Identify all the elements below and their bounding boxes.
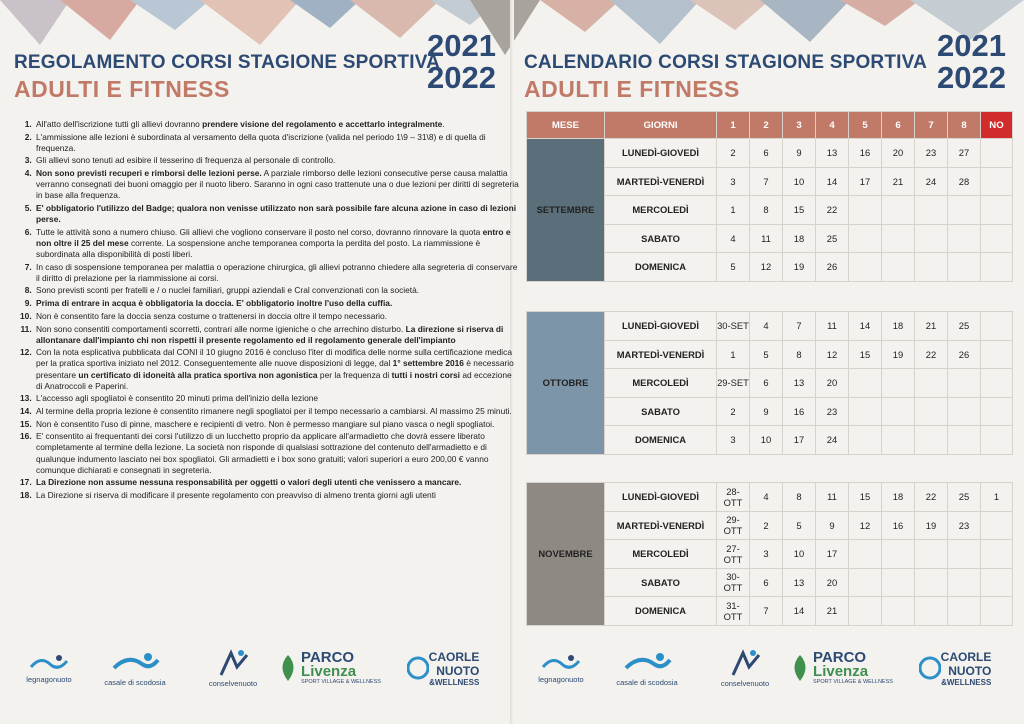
date-cell: 8 — [750, 196, 783, 225]
day-label: DOMENICA — [605, 426, 717, 455]
date-cell: 4 — [750, 483, 783, 512]
date-cell — [882, 540, 915, 569]
day-label: MERCOLEDÌ — [605, 196, 717, 225]
date-cell — [948, 597, 981, 626]
date-cell: 20 — [882, 139, 915, 168]
day-label: MARTEDÌ-VENERDÌ — [605, 167, 717, 196]
date-cell: 12 — [849, 511, 882, 540]
date-cell: 7 — [750, 167, 783, 196]
date-cell: 29-SET — [717, 369, 750, 398]
rule-item: 4. Non sono previsti recuperi e rimborsi delle lezioni perse. A parziale rimborso delle lezioni consecutive perse causa malattia verranno consegnati dei buoni omaggio per il nuoto libero. Saranno in ogni caso trattenute una o due lezioni per diritti di segreteria in base alla frequenza. — [34, 168, 520, 201]
date-cell — [915, 540, 948, 569]
date-cell: 19 — [915, 511, 948, 540]
date-cell: 25 — [948, 312, 981, 341]
date-cell — [915, 224, 948, 253]
calendar-row — [527, 483, 1013, 512]
date-cell: 17 — [816, 540, 849, 569]
date-cell: 14 — [816, 167, 849, 196]
calendar-table-novembre — [526, 482, 1013, 626]
calendar-title: CALENDARIO CORSI STAGIONE SPORTIVA — [524, 52, 928, 73]
date-cell: 1 — [717, 196, 750, 225]
conselvenuoto-logo: conselvenuoto — [198, 640, 268, 696]
date-cell: 11 — [750, 224, 783, 253]
rule-item: 1. All'atto dell'iscrizione tutti gli allievi dovranno prendere visione del regolamento e accettarlo integralmente. — [34, 119, 520, 130]
date-cell: 18 — [783, 224, 816, 253]
sponsor-logos-right — [512, 640, 1000, 700]
date-cell: 12 — [816, 340, 849, 369]
rule-item: 17. La Direzione non assume nessuna responsabilità per oggetti o valori degli utenti che venissero a mancare. — [34, 477, 520, 488]
rule-item: 14. Al termine della propria lezione è consentito rimanere negli spogliatoi per il tempo necessario a cambiarsi. Al massimo 25 minuti. — [34, 406, 520, 417]
rules-title: REGOLAMENTO CORSI STAGIONE SPORTIVA — [14, 52, 441, 73]
date-cell — [882, 196, 915, 225]
conselvenuoto-logo: conselvenuoto — [710, 640, 780, 696]
date-cell: 20 — [816, 568, 849, 597]
date-cell — [948, 540, 981, 569]
date-cell: 22 — [816, 196, 849, 225]
date-cell — [981, 224, 1013, 253]
header-cell: GIORNI — [605, 112, 717, 139]
date-cell — [981, 597, 1013, 626]
date-cell: 5 — [717, 253, 750, 282]
date-cell — [915, 397, 948, 426]
date-cell: 5 — [750, 340, 783, 369]
date-cell: 10 — [783, 540, 816, 569]
rule-item: 11. Non sono consentiti comportamenti scorretti, contrari alle norme igieniche o che arrechino disturbo. La direzione si riserva di allontanare dall'impianto chi non rispetti il presente regolamento ed il regolamento generale dell'impianto — [34, 324, 520, 346]
header-cell: 1 — [717, 112, 750, 139]
date-cell: 10 — [750, 426, 783, 455]
date-cell: 23 — [915, 139, 948, 168]
date-cell — [849, 540, 882, 569]
rules-year: 2021 2022 — [427, 28, 496, 95]
header-cell: 4 — [816, 112, 849, 139]
date-cell: 14 — [783, 597, 816, 626]
day-label: DOMENICA — [605, 253, 717, 282]
date-cell — [948, 426, 981, 455]
date-cell — [948, 397, 981, 426]
header-cell: 3 — [783, 112, 816, 139]
rule-item: 15. Non è consentito l'uso di pinne, maschere e recipienti di vetro. Non è permesso mangiare sul piano vasca o negli spogliatoi. — [34, 419, 520, 430]
header-cell: NO — [981, 112, 1013, 139]
header-cell: 6 — [882, 112, 915, 139]
date-cell: 25 — [948, 483, 981, 512]
date-cell — [981, 167, 1013, 196]
date-cell: 2 — [717, 139, 750, 168]
rule-item: 16. E' consentito ai frequentanti dei corsi l'utilizzo di un lucchetto proprio da applicare all'armadietto che dovrà essere liberato completamente al termine della lezione. La società non risponde di qualsiasi sottrazione del contenuto dell'armadietto e di qualunque indumento lasciato nei box spogliatoi. Gli armadietti e i box sono gratuiti; valori superiori a euro 200,00 € vanno comunque dichiarati e consegnati in segreteria. — [34, 431, 520, 475]
date-cell: 5 — [783, 511, 816, 540]
rules-list — [14, 119, 520, 503]
date-cell — [981, 568, 1013, 597]
day-label: LUNEDÌ-GIOVEDÌ — [605, 312, 717, 341]
date-cell: 6 — [750, 139, 783, 168]
date-cell: 30-SET — [717, 312, 750, 341]
date-cell: 23 — [816, 397, 849, 426]
date-cell: 17 — [849, 167, 882, 196]
date-cell — [849, 568, 882, 597]
sponsor-logos-left — [0, 640, 488, 700]
rules-subtitle: ADULTI E FITNESS — [14, 76, 230, 102]
day-label: MERCOLEDÌ — [605, 369, 717, 398]
header-cell: 5 — [849, 112, 882, 139]
date-cell — [981, 196, 1013, 225]
legnagonuoto-logo: legnagonuoto — [526, 640, 596, 696]
header-cell: MESE — [527, 112, 605, 139]
date-cell — [915, 369, 948, 398]
date-cell — [981, 139, 1013, 168]
date-cell: 16 — [783, 397, 816, 426]
date-cell — [981, 312, 1013, 341]
date-cell — [882, 397, 915, 426]
date-cell: 25 — [816, 224, 849, 253]
date-cell: 14 — [849, 312, 882, 341]
rules-page — [14, 0, 519, 724]
date-cell: 3 — [717, 167, 750, 196]
date-cell: 9 — [783, 139, 816, 168]
date-cell: 12 — [750, 253, 783, 282]
date-cell — [882, 597, 915, 626]
date-cell — [849, 196, 882, 225]
date-cell: 13 — [783, 369, 816, 398]
date-cell: 9 — [750, 397, 783, 426]
rule-item: 18. La Direzione si riserva di modificare il presente regolamento con preavviso di almeno trenta giorni agli utenti — [34, 490, 520, 501]
calendar-page — [524, 0, 1012, 724]
date-cell: 3 — [750, 540, 783, 569]
day-label: MARTEDÌ-VENERDÌ — [605, 511, 717, 540]
calendar-table-ottobre — [526, 311, 1013, 455]
day-label: MERCOLEDÌ — [605, 540, 717, 569]
rule-item: 9. Prima di entrare in acqua è obbligatoria la doccia. E' obbligatorio inoltre l'uso della cuffia. — [34, 298, 520, 309]
date-cell — [981, 540, 1013, 569]
header-cell: 7 — [915, 112, 948, 139]
rule-item: 10. Non è consentito fare la doccia senza costume o trattenersi in doccia oltre il tempo necessario. — [34, 311, 520, 322]
date-cell: 31-OTT — [717, 597, 750, 626]
day-label: SABATO — [605, 397, 717, 426]
date-cell — [915, 196, 948, 225]
calendar-row — [527, 312, 1013, 341]
date-cell: 24 — [816, 426, 849, 455]
date-cell: 11 — [816, 312, 849, 341]
date-cell — [882, 224, 915, 253]
date-cell — [948, 224, 981, 253]
day-label: SABATO — [605, 224, 717, 253]
rule-item: 7. In caso di sospensione temporanea per malattia o operazione chirurgica, gli allievi potranno chiedere alla segreteria di conservare il diritto di prelazione per la riammissione ai corsi. — [34, 262, 520, 284]
date-cell: 28 — [948, 167, 981, 196]
date-cell: 22 — [915, 483, 948, 512]
date-cell — [915, 253, 948, 282]
date-cell — [882, 369, 915, 398]
date-cell: 7 — [750, 597, 783, 626]
date-cell — [849, 397, 882, 426]
date-cell: 4 — [750, 312, 783, 341]
date-cell — [948, 568, 981, 597]
date-cell: 30-OTT — [717, 568, 750, 597]
date-cell: 26 — [948, 340, 981, 369]
date-cell: 18 — [882, 312, 915, 341]
date-cell: 20 — [816, 369, 849, 398]
date-cell: 8 — [783, 340, 816, 369]
date-cell: 21 — [882, 167, 915, 196]
date-cell: 27-OTT — [717, 540, 750, 569]
day-label: MARTEDÌ-VENERDÌ — [605, 340, 717, 369]
date-cell — [849, 369, 882, 398]
day-label: SABATO — [605, 568, 717, 597]
caorle-logo: CAORLE NUOTO &WELLNESS — [400, 640, 486, 696]
date-cell: 8 — [783, 483, 816, 512]
legnagonuoto-logo: legnagonuoto — [14, 640, 84, 696]
date-cell: 23 — [948, 511, 981, 540]
day-label: LUNEDÌ-GIOVEDÌ — [605, 139, 717, 168]
date-cell: 13 — [816, 139, 849, 168]
date-cell — [849, 597, 882, 626]
day-label: LUNEDÌ-GIOVEDÌ — [605, 483, 717, 512]
date-cell: 24 — [915, 167, 948, 196]
date-cell: 21 — [915, 312, 948, 341]
casale-logo: casale di scodosia — [92, 640, 178, 696]
date-cell — [915, 568, 948, 597]
date-cell — [981, 426, 1013, 455]
date-cell: 7 — [783, 312, 816, 341]
date-cell: 16 — [849, 139, 882, 168]
date-cell — [849, 253, 882, 282]
date-cell: 21 — [816, 597, 849, 626]
date-cell: 26 — [816, 253, 849, 282]
month-label: OTTOBRE — [527, 312, 605, 455]
date-cell: 6 — [750, 568, 783, 597]
date-cell: 28-OTT — [717, 483, 750, 512]
date-cell: 19 — [783, 253, 816, 282]
calendar-table-settembre — [526, 111, 1013, 282]
date-cell: 29-OTT — [717, 511, 750, 540]
rule-item: 5. E' obbligatorio l'utilizzo del Badge; qualora non venisse utilizzato non sarà possibile fare alcuna azione in caso di lezioni perse. — [34, 203, 520, 225]
header-cell: 8 — [948, 112, 981, 139]
rule-item: 2. L'ammissione alle lezioni è subordinata al versamento della quota d'iscrizione (valida nel periodo 1\9 – 31\8) e di quella di frequenza. — [34, 132, 520, 154]
date-cell: 2 — [750, 511, 783, 540]
date-cell: 15 — [849, 340, 882, 369]
caorle-logo: CAORLE NUOTO &WELLNESS — [912, 640, 998, 696]
date-cell — [915, 426, 948, 455]
month-label: NOVEMBRE — [527, 483, 605, 626]
parco-livenza-logo: PARCO Livenza SPORT VILLAGE & WELLNESS — [274, 640, 382, 696]
date-cell: 16 — [882, 511, 915, 540]
date-cell — [948, 253, 981, 282]
date-cell — [981, 340, 1013, 369]
date-cell: 9 — [816, 511, 849, 540]
calendar-year: 2021 2022 — [937, 28, 1006, 95]
rule-item: 6. Tutte le attività sono a numero chiuso. Gli allievi che vogliono conservare il posto nel corso, dovranno rinnovare la quota entro e non oltre il 25 del mese corrente. La sospensione anche temporanea comporta la perdita del posto. La riammissione è subordinata alla disponibilità di posti liberi. — [34, 227, 520, 260]
date-cell: 27 — [948, 139, 981, 168]
date-cell — [981, 253, 1013, 282]
date-cell — [849, 426, 882, 455]
rule-item: 13. L'accesso agli spogliatoi è consentito 20 minuti prima dell'inizio della lezione — [34, 393, 520, 404]
date-cell: 10 — [783, 167, 816, 196]
date-cell — [849, 224, 882, 253]
date-cell: 1 — [717, 340, 750, 369]
date-cell — [915, 597, 948, 626]
day-label: DOMENICA — [605, 597, 717, 626]
date-cell: 22 — [915, 340, 948, 369]
date-cell: 1 — [981, 483, 1013, 512]
date-cell — [882, 253, 915, 282]
parco-livenza-logo: PARCO Livenza SPORT VILLAGE & WELLNESS — [786, 640, 894, 696]
month-label: SETTEMBRE — [527, 139, 605, 282]
date-cell — [981, 397, 1013, 426]
date-cell: 13 — [783, 568, 816, 597]
date-cell — [948, 369, 981, 398]
date-cell — [882, 568, 915, 597]
rule-item: 12. Con la nota esplicativa pubblicata dal CONI il 10 giugno 2016 è concluso l'iter di modifica delle norme sulla certificazione medica per la pratica sportiva iniziato nel 2012. Conseguentemente alle nuove disposizioni di legge, dal 1° settembre 2016 è necessario presentare un certificato di idoneità alla pratica sportiva non agonistica per la frequenza di tutti i nostri corsi ad eccezione di Anatroccoli e Paperini. — [34, 347, 520, 391]
calendar-subtitle: ADULTI E FITNESS — [524, 76, 740, 102]
rule-item: 3. Gli allievi sono tenuti ad esibire il tesserino di frequenza al personale di controllo. — [34, 155, 520, 166]
calendar-row — [527, 139, 1013, 168]
date-cell — [981, 369, 1013, 398]
casale-logo: casale di scodosia — [604, 640, 690, 696]
date-cell — [948, 196, 981, 225]
date-cell: 6 — [750, 369, 783, 398]
date-cell: 3 — [717, 426, 750, 455]
rule-item: 8. Sono previsti sconti per fratelli e / o nuclei familiari, gruppi aziendali e Cral convenzionati con la società. — [34, 285, 520, 296]
date-cell: 18 — [882, 483, 915, 512]
date-cell: 2 — [717, 397, 750, 426]
date-cell: 17 — [783, 426, 816, 455]
date-cell: 15 — [849, 483, 882, 512]
date-cell: 4 — [717, 224, 750, 253]
date-cell: 15 — [783, 196, 816, 225]
date-cell — [981, 511, 1013, 540]
date-cell — [882, 426, 915, 455]
date-cell: 19 — [882, 340, 915, 369]
date-cell: 11 — [816, 483, 849, 512]
header-cell: 2 — [750, 112, 783, 139]
